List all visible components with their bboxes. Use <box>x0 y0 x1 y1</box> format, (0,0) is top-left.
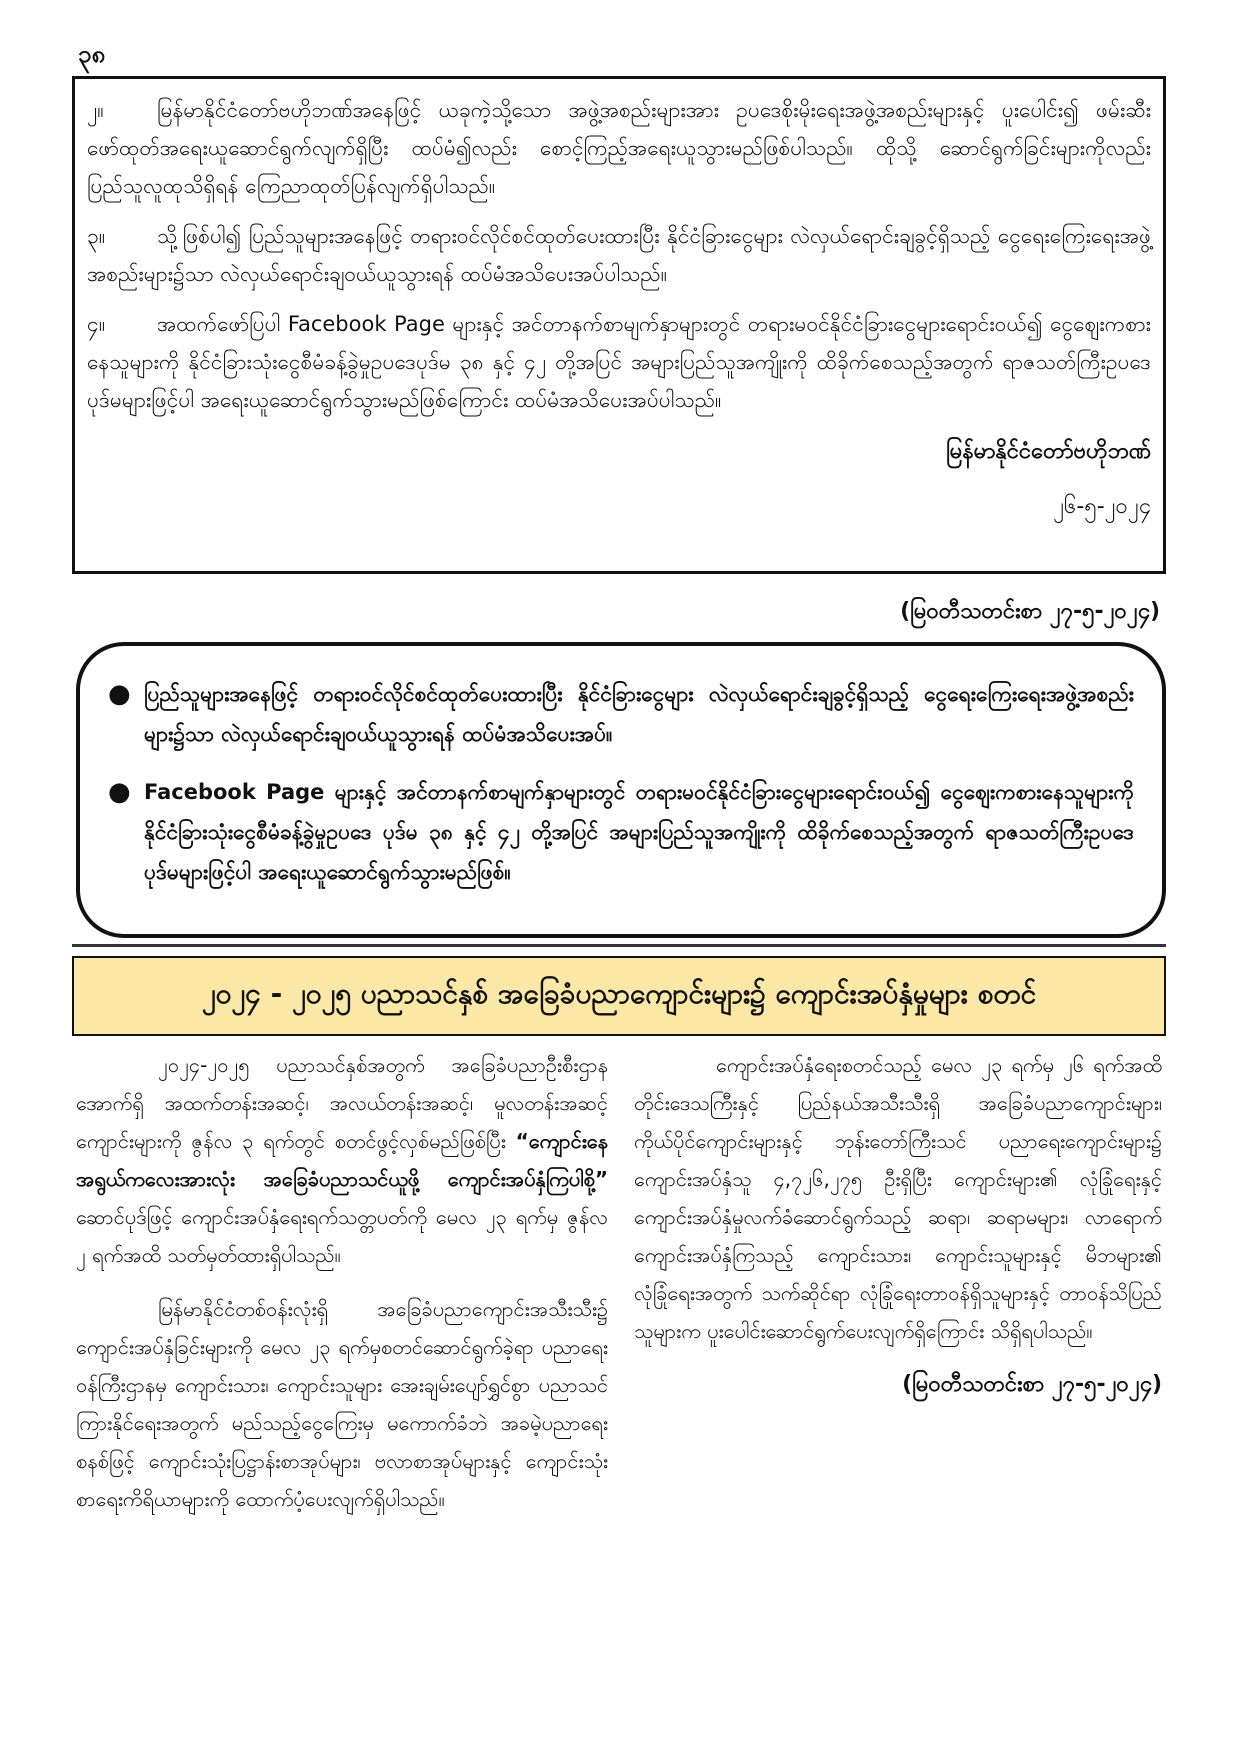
slogan-text: “ကျောင်းနေအရွယ်ကလေးအားလုံး အခြေခံပညာသင်ယူဖို့ ကျောင်းအပ်နှံကြပါစို့” <box>76 1129 608 1191</box>
bullet-text: ပြည်သူများအနေဖြင့် တရားဝင်လိုင်စင်ထုတ်ပေးထားပြီး နိုင်ငံခြားငွေများ လဲလှယ်ရောင်းချခွင့်ရှိသည့် ငွေရေးကြေးရေးအဖွဲ့အစည်းများ၌သာ လဲလှယ်ရောင်းချဝယ်ယူသွားရန် ထပ်မံအသိပေးအပ်။ <box>144 682 1134 746</box>
article-paragraph: မြန်မာနိုင်ငံတစ်ဝန်းလုံးရှိ အခြေခံပညာကျောင်းအသီးသီး၌ ကျောင်းအပ်နှံခြင်းများကို မေလ ၂၃ ရက်မှစတင်ဆောင်ရွက်ခဲ့ရာ ပညာရေးဝန်ကြီးဌာနမှ ကျောင်းသား၊ ကျောင်းသူများ အေးချမ်းပျော်ရွှင်စွာ ပညာသင်ကြားနိုင်ရေးအတွက် မည်သည့်ငွေကြေးမှ မကောက်ခံဘဲ အခမဲ့ပညာရေးစနစ်ဖြင့် ကျောင်းသုံးပြဋ္ဌာန်းစာအုပ်များ၊ ဗလာစာအုပ်များနှင့် ကျောင်းသုံးစာရေးကိရိယာများကို ထောက်ပံ့ပေးလျက်ရှိပါသည်။ <box>76 1297 608 1511</box>
paragraph-number: ၃။ <box>87 224 106 248</box>
notice-paragraph-4 <box>87 305 1151 419</box>
bullet-text: Facebook Page များနှင့် အင်တာနက်စာမျက်နှာများတွင် တရားမဝင်နိုင်ငံခြားငွေများရောင်းဝယ်၍ ငွေဈေးကစားနေသူများကို နိုင်ငံခြားသုံးငွေစီမံခန့်ခွဲမှုဥပဒေ ပုဒ်မ ၃၈ နှင့် ၄၂ တို့အပြင် အများပြည်သူအကျိုးကို ထိခိုက်စေသည့်အတွက် ရာဇသတ်ကြီးဥပဒေပုဒ်မများဖြင့်ပါ အရေးယူဆောင်ရွက်သွားမည်ဖြစ်။ <box>144 780 1134 884</box>
paragraph-text: သို့ဖြစ်ပါ၍ ပြည်သူများအနေဖြင့် တရားဝင်လိုင်စင်ထုတ်ပေးထားပြီး နိုင်ငံခြားငွေများ လဲလှယ်ရောင်းချခွင့်ရှိသည့် ငွေရေးကြေးရေးအဖွဲ့အစည်းများ၌သာ လဲလှယ်ရောင်းချဝယ်ယူသွားရန် ထပ်မံအသိပေးအပ်ပါသည်။ <box>87 224 1151 286</box>
bullet-icon: ● <box>108 777 131 807</box>
source-citation-bottom: (မြဝတီသတင်းစာ ၂၇-၅-၂၀၂၄) <box>902 1372 1162 1397</box>
article-headline: ၂၀၂၄ - ၂၀၂၅ ပညာသင်နှစ် အခြေခံပညာကျောင်းများ၌ ကျောင်းအပ်နှံမှုများ စတင် <box>72 956 1166 1036</box>
paragraph-text: အထက်ဖော်ပြပါ Facebook Page များနှင့် အင်တာနက်စာမျက်နှာများတွင် တရားမဝင်နိုင်ငံခြားငွေများရောင်းဝယ်၍ ငွေဈေးကစားနေသူများကို နိုင်ငံခြားသုံးငွေစီမံခန့်ခွဲမှုဥပဒေပုဒ်မ ၃၈ နှင့် ၄၂ တို့အပြင် အများပြည်သူအကျိုးကို ထိခိုက်စေသည့်အတွက် ရာဇသတ်ကြီးဥပဒေပုဒ်မများဖြင့်ပါ အရေးယူဆောင်ရွက်သွားမည်ဖြစ်ကြောင်း ထပ်မံအသိပေးအပ်ပါသည်။ <box>87 312 1151 412</box>
paragraph-text: ၂၀၂၄-၂၀၂၅ ပညာသင်နှစ်အတွက် အခြေခံပညာဦးစီးဌာနအောက်ရှိ အထက်တန်းအဆင့်၊ အလယ်တန်းအဆင့်၊ မူလတန်းအဆင့်ကျောင်းများကို ဇွန်လ ၃ ရက်တွင် စတင်ဖွင့်လှစ်မည်ဖြစ်ပြီး <box>76 1053 608 1153</box>
paragraph-number: ၄။ <box>87 312 106 336</box>
bullet-icon: ● <box>108 679 131 709</box>
paragraph-number: ၂။ <box>87 98 104 122</box>
notice-paragraph-2 <box>87 91 1151 205</box>
article-column-right <box>634 1046 1162 1420</box>
paragraph-text: မြန်မာနိုင်ငံတော်ဗဟိုဘဏ်အနေဖြင့် ယခုကဲ့သို့သော အဖွဲ့အစည်းများအား ဥပဒေစိုးမိုးရေးအဖွဲ့အစည်းများနှင့် ပူးပေါင်း၍ ဖမ်းဆီးဖော်ထုတ်အရေးယူဆောင်ရွက်လျက်ရှိပြီး ထပ်မံ၍လည်း စောင့်ကြည့်အရေးယူသွားမည်ဖြစ်ပါသည်။ ထိုသို့ ဆောင်ရွက်ခြင်းများကိုလည်း ပြည်သူလူထုသိရှိရန် ကြေညာထုတ်ပြန်လျက်ရှိပါသည်။ <box>87 98 1151 198</box>
article-column-left <box>76 1046 608 1534</box>
notice-paragraph-3 <box>87 217 1151 293</box>
paragraph-text: ဆောင်ပုဒ်ဖြင့် ကျောင်းအပ်နှံရေးရက်သတ္တပတ်ကို မေလ ၂၃ ရက်မှ ဇွန်လ ၂ ရက်အထိ သတ်မှတ်ထားရှိပါသည်။ <box>76 1205 608 1267</box>
article-paragraph <box>76 1046 608 1274</box>
section-divider <box>72 944 1166 947</box>
notice-signature: မြန်မာနိုင်ငံတော်ဗဟိုဘဏ် <box>946 439 1151 464</box>
notice-date: ၂၆-၅-၂၀၂၄ <box>1053 494 1151 519</box>
article-paragraph: ကျောင်းအပ်နှံရေးစတင်သည့် မေလ ၂၃ ရက်မှ ၂၆ ရက်အထိ တိုင်းဒေသကြီးနှင့် ပြည်နယ်အသီးသီးရှိ အခြေခံပညာကျောင်းများ၊ ကိုယ်ပိုင်ကျောင်းများနှင့် ဘုန်းတော်ကြီးသင် ပညာရေးကျောင်းများ၌ ကျောင်းအပ်နှံသူ ၄,၇၂၆,၂၇၅ ဦးရှိပြီး ကျောင်းများ၏ လုံခြုံရေးနှင့် ကျောင်းအပ်နှံမှုလက်ခံဆောင်ရွက်သည့် ဆရာ၊ ဆရာမများ၊ လာရောက်ကျောင်းအပ်နှံကြသည့် ကျောင်းသား၊ ကျောင်းသူများနှင့် မိဘများ၏ လုံခြုံရေးအတွက် သက်ဆိုင်ရာ လုံခြုံရေးတာဝန်ရှိသူများနှင့် တာဝန်သိပြည်သူများက ပူးပေါင်းဆောင်ရွက်ပေးလျက်ရှိကြောင်း သိရှိရပါသည်။ <box>634 1053 1162 1343</box>
summary-bullet <box>108 674 1134 754</box>
notice-box <box>72 76 1166 574</box>
summary-bullet <box>108 772 1134 892</box>
source-citation-top: (မြဝတီသတင်းစာ ၂၇-၅-၂၀၂၄) <box>900 599 1160 624</box>
page-number: ၃၈ <box>78 40 106 68</box>
summary-box <box>76 642 1166 938</box>
